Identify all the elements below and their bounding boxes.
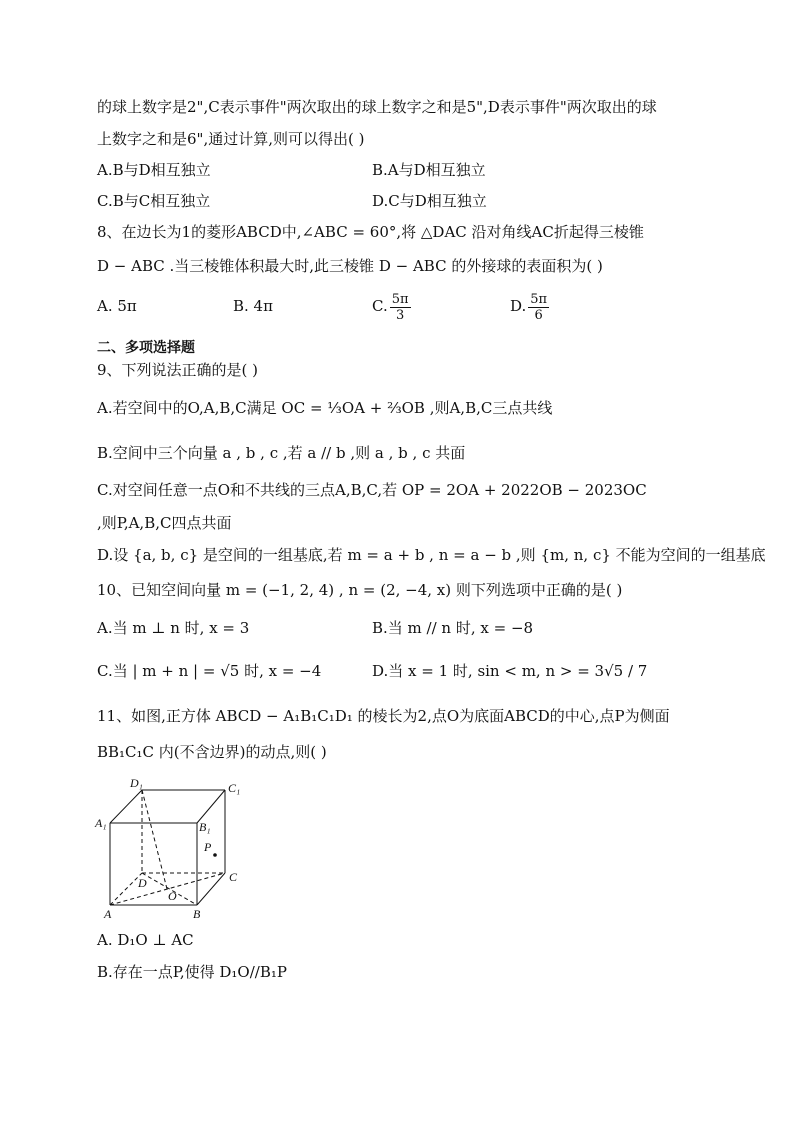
q11-line-1: 11、如图,正方体 ABCD − A₁B₁C₁D₁ 的棱长为2,点O为底面ABCD的中心,点P为侧面	[97, 707, 670, 725]
label-d1: D₁	[130, 776, 143, 790]
label-b: B	[193, 907, 201, 921]
q7-option-c: C.B与C相互独立	[97, 192, 211, 210]
label-c: C	[229, 870, 238, 884]
q8-option-c	[372, 287, 413, 325]
q11-line-2: BB₁C₁C 内(不含边界)的动点,则( )	[97, 743, 327, 761]
q10-option-c: C.当 | m + n | = √5 时, x = −4	[97, 662, 322, 680]
q10-option-d: D.当 x = 1 时, sin < m, n > = 3√5 / 7	[372, 662, 648, 680]
q8-option-d-label: D.	[510, 297, 527, 315]
q8-option-c-fraction	[390, 292, 411, 323]
label-a: A	[104, 907, 112, 921]
q8-option-d	[510, 287, 551, 325]
label-a1: A₁	[95, 816, 107, 830]
q8-option-d-den: 6	[534, 307, 543, 323]
q8-option-a: A. 5π	[97, 297, 137, 315]
q7-option-b: B.A与D相互独立	[372, 161, 486, 179]
label-o: O	[168, 889, 177, 903]
q11-option-a: A. D₁O ⊥ AC	[97, 931, 194, 949]
q9-option-c-continued: ,则P,A,B,C四点共面	[97, 514, 232, 532]
q7-option-d: D.C与D相互独立	[372, 192, 487, 210]
q8-line-2: D − ABC .当三棱锥体积最大时,此三棱锥 D − ABC 的外接球的表面积为( )	[97, 257, 603, 275]
label-p: P	[204, 840, 212, 854]
q10-option-a: A.当 m ⊥ n 时, x = 3	[97, 619, 250, 637]
q8-line-1: 8、在边长为1的菱形ABCD中,∠ABC = 60°,将 △DAC 沿对角线AC折起得三棱锥	[97, 223, 644, 241]
q7-line-2: 上数字之和是6",通过计算,则可以得出( )	[97, 130, 365, 148]
label-d: D	[138, 876, 147, 890]
q9-option-d: D.设 {a, b, c} 是空间的一组基底,若 m = a + b , n = a − b ,则 {m, n, c} 不能为空间的一组基底	[97, 546, 766, 564]
label-c1: C₁	[228, 781, 241, 795]
q8-option-d-num: 5π	[530, 291, 548, 307]
label-b1: B₁	[199, 820, 211, 834]
q10-option-b: B.当 m // n 时, x = −8	[372, 619, 534, 637]
q8-option-b: B. 4π	[233, 297, 273, 315]
q8-option-c-num: 5π	[391, 291, 409, 307]
q11-option-b: B.存在一点P,使得 D₁O//B₁P	[97, 963, 287, 981]
cube-figure	[92, 773, 252, 923]
q9-option-b: B.空间中三个向量 a , b , c ,若 a // b ,则 a , b , c 共面	[97, 444, 466, 462]
section-heading: 二、多项选择题	[97, 340, 195, 356]
q8-option-c-label: C.	[372, 297, 388, 315]
q9-option-a: A.若空间中的O,A,B,C满足 OC = ⅓OA + ⅔OB ,则A,B,C三点共线	[97, 399, 553, 417]
q9-option-c: C.对空间任意一点O和不共线的三点A,B,C,若 OP = 2OA + 2022OB − 2023OC	[97, 481, 647, 499]
q10-stem: 10、已知空间向量 m = (−1, 2, 4) , n = (2, −4, x) 则下列选项中正确的是( )	[97, 581, 623, 599]
q7-line-1: 的球上数字是2",C表示事件"两次取出的球上数字之和是5",D表示事件"两次取出的球	[97, 98, 657, 116]
q8-option-c-den: 3	[395, 307, 405, 323]
q7-option-a: A.B与D相互独立	[97, 161, 211, 179]
q8-option-d-fraction	[528, 292, 549, 323]
q9-stem: 9、下列说法正确的是( )	[97, 361, 259, 379]
